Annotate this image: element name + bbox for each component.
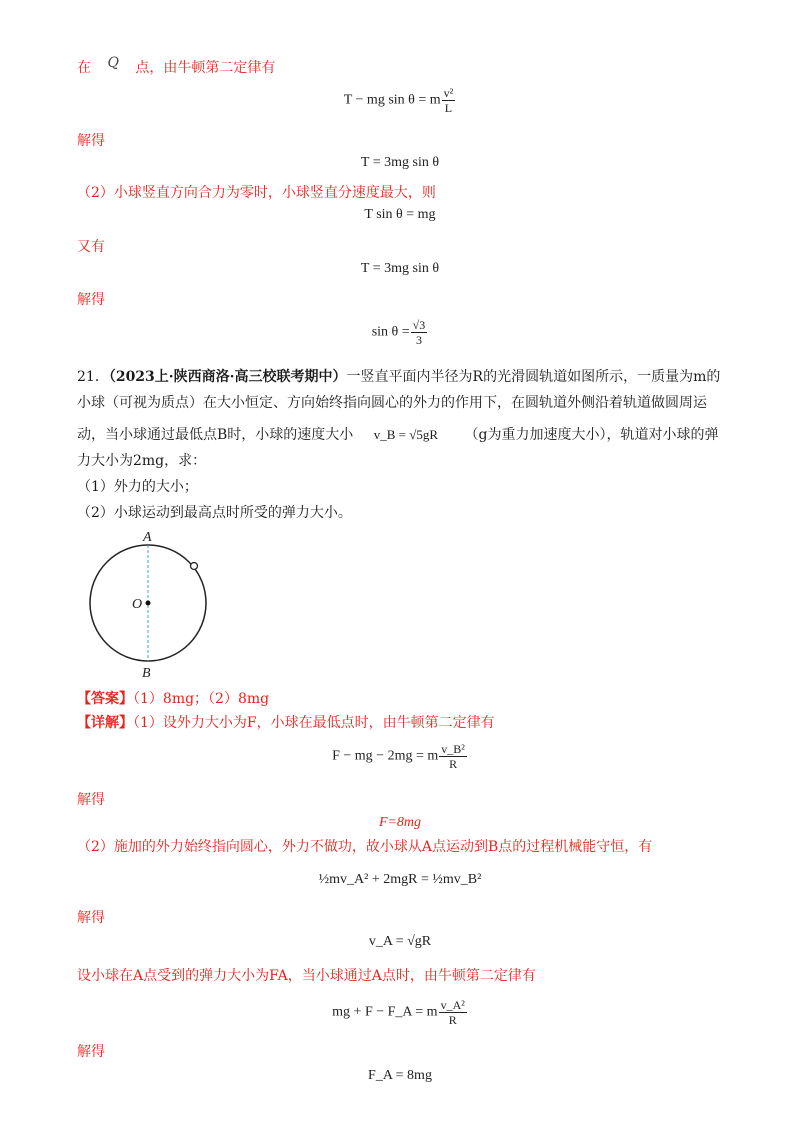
equation-f-result: F=8mg xyxy=(378,815,422,830)
jiede-label-5: 解得 xyxy=(77,1044,105,1060)
part2-intro: （2）小球竖直方向合力为零时，小球竖直分速度最大，则 xyxy=(77,185,436,201)
equation-energy: ½mv_A² + 2mgR = ½mv_B² xyxy=(318,872,482,887)
equation-tsin: T sin θ = mg xyxy=(364,207,436,222)
q-symbol: Q xyxy=(107,55,119,71)
question-21-line1: 21．（2023上·陕西商洛·高三校联考期中）一竖直平面内半径为R的光滑圆轨道如图所示，一质量为m的 xyxy=(77,369,721,385)
label-o: O xyxy=(132,597,143,612)
jiede-label-3: 解得 xyxy=(77,792,105,808)
q-point-intro: 在 Q 点，由牛顿第二定律有 xyxy=(77,55,276,76)
youyou-label: 又有 xyxy=(77,239,105,255)
circle-track-figure xyxy=(80,525,260,685)
label-b: B xyxy=(142,666,151,681)
equation-va: v_A = √gR xyxy=(368,934,432,949)
jiede-label-2: 解得 xyxy=(77,292,105,308)
fa-intro: 设小球在A点受到的弹力大小为FA，当小球通过A点时，由牛顿第二定律有 xyxy=(77,968,536,984)
label-a: A xyxy=(143,530,152,545)
jiede-label-1: 解得 xyxy=(77,133,105,149)
question-21-sub1: （1）外力的大小； xyxy=(77,479,198,495)
vb-formula: v_B = √5gR xyxy=(373,427,439,442)
question-21-sub2: （2）小球运动到最高点时所受的弹力大小。 xyxy=(77,505,352,521)
jiede-label-4: 解得 xyxy=(77,910,105,926)
equation-t-result-1: T = 3mg sin θ xyxy=(360,155,440,170)
question-21 xyxy=(77,364,737,526)
equation-f: F − mg − 2mg = m $\frac{\text{v\_B²}}{R}$ xyxy=(332,742,465,771)
question-21-line2: 小球（可视为质点）在大小恒定、方向始终指向圆心的外力的作用下，在圆轨道外侧沿着轨道做圆周运 xyxy=(77,395,707,411)
answer-line: 【答案】（1）8mg；（2）8mg xyxy=(77,691,270,707)
part2b-intro: （2）施加的外力始终指向圆心，外力不做功，故小球从A点运动到B点的过程机械能守恒，有 xyxy=(77,839,653,855)
equation-newton-q: T − mg sin θ = m $\frac{\text{v²}}{L}$ xyxy=(343,86,454,115)
question-21-line4: 力大小为2mg，求： xyxy=(77,453,207,469)
ball xyxy=(191,563,198,570)
center-point xyxy=(146,601,151,606)
equation-t-result-2: T = 3mg sin θ xyxy=(360,261,440,276)
detail-line: 【详解】（1）设外力大小为F，小球在最低点时，由牛顿第二定律有 xyxy=(77,715,495,731)
equation-fa: mg + F − F_A = m $\frac{\text{v\_A²}}{R}$ xyxy=(332,998,465,1027)
question-21-line3: 动，当小球通过最低点B时，小球的速度大小 v_B = √5gR （g为重力加速度大小），轨道对小球的弹 xyxy=(77,427,719,443)
equation-sin-theta: sin θ = $\frac{√3}{3}$ xyxy=(371,318,426,347)
equation-fa-result: F_A = 8mg xyxy=(368,1068,432,1083)
